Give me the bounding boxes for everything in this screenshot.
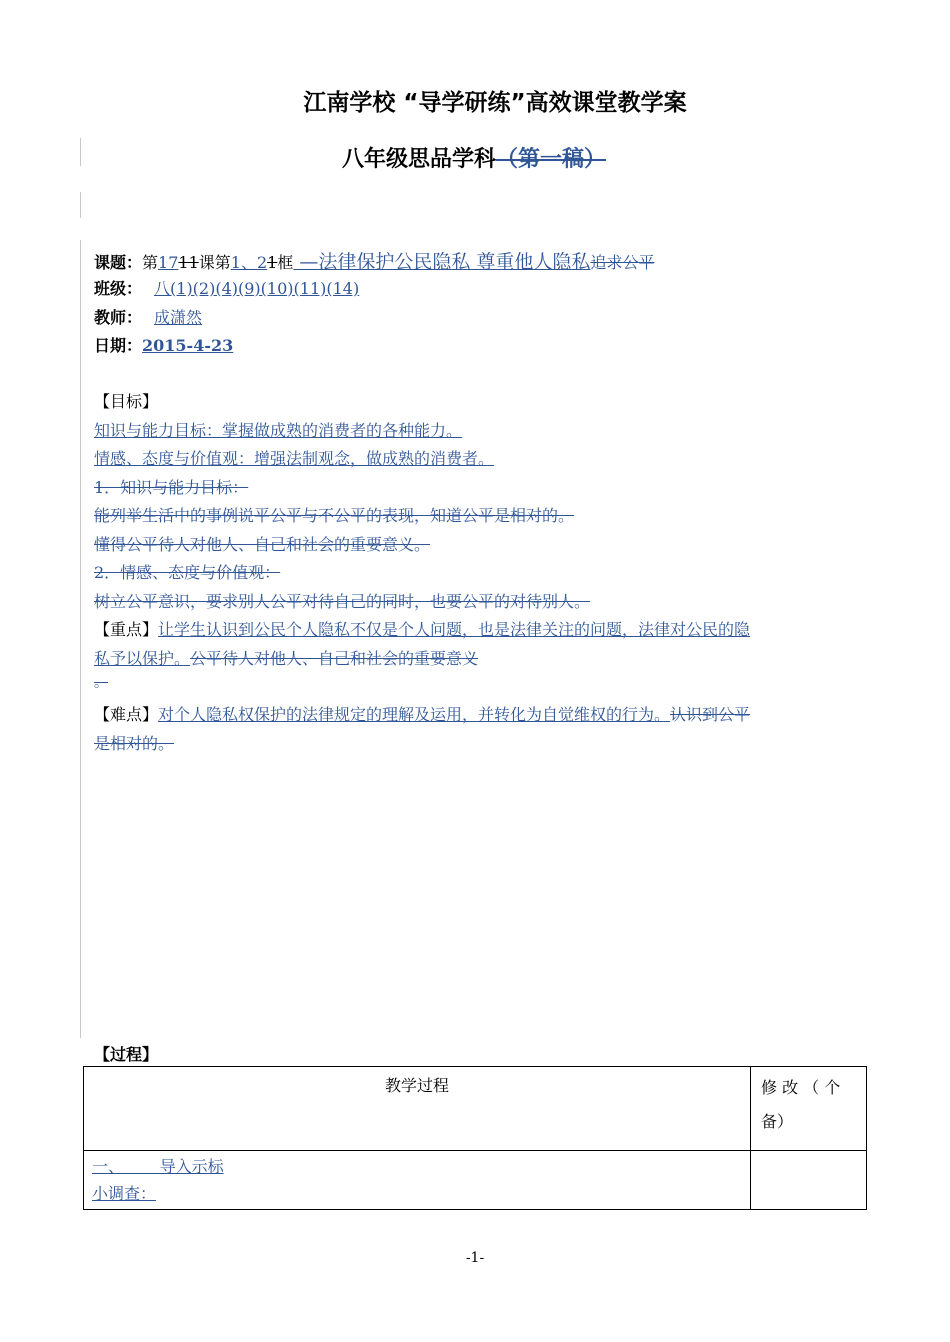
difficulty-line-1 (94, 702, 750, 725)
topic-name-del: 追求公平 (590, 253, 655, 272)
goal-deleted-2: 能列举生活中的事例说平公平与不公平的表现，知道公平是相对的。 (94, 506, 575, 525)
key-point-text-b: 私予以保护。 (94, 649, 191, 668)
key-point-deleted-b: 公平待人对他人、自己和社会的重要意义 (190, 649, 479, 668)
margin-line-body (80, 240, 81, 1038)
topic-label: 课题： (94, 253, 143, 272)
date-label: 日期： (94, 336, 143, 355)
page-number: -1- (465, 1250, 485, 1266)
key-point-line-1 (94, 617, 750, 640)
date-line (94, 333, 233, 356)
key-point-label: 【重点】 (94, 620, 159, 639)
revision-header-b: 备） (761, 1112, 794, 1131)
goal-deleted-1: 1．知识与能力目标： (94, 478, 249, 497)
process-step-1-title: 一、 导入示标 (92, 1157, 224, 1176)
goal-deleted-3: 懂得公平待人对他人、自己和社会的重要意义。 (94, 535, 431, 554)
topic-lesson-ins: 17 (158, 253, 179, 272)
topic-name-ins: —法律保护公民隐私 尊重他人隐私 (293, 251, 591, 273)
difficulty-deleted-b: 是相对的。 (94, 734, 175, 753)
topic-lesson-del: 11 (178, 253, 199, 272)
topic-kuang: 框 (277, 253, 294, 272)
goal-line-1: 知识与能力目标：掌握做成熟的消费者的各种能力。 (94, 421, 463, 440)
subtitle-deleted: （第一稿） (496, 147, 607, 172)
process-col-header: 教学过程 (84, 1067, 751, 1151)
document-subtitle (342, 142, 606, 173)
topic-frame-ins: 1、2 (230, 253, 268, 272)
process-heading: 【过程】 (94, 1045, 159, 1064)
teacher-label: 教师： (94, 308, 143, 327)
table-row (84, 1151, 867, 1210)
goals-heading: 【目标】 (94, 392, 159, 411)
topic-di: 第 (142, 253, 159, 272)
goal-line-2: 情感、态度与价值观：增强法制观念，做成熟的消费者。 (94, 449, 495, 468)
margin-line-mid (80, 192, 81, 218)
difficulty-deleted-a: 认识到公平 (670, 705, 751, 724)
table-header-row (84, 1067, 867, 1151)
process-table (83, 1066, 867, 1210)
document-title: 江南学校 “导学研练”高效课堂教学案 (303, 90, 687, 116)
teacher-line (94, 305, 202, 328)
key-point-line-2 (94, 646, 478, 669)
difficulty-text: 对个人隐私权保护的法律规定的理解及运用，并转化为自觉维权的行为。 (158, 705, 671, 724)
margin-line-top (80, 138, 81, 166)
key-point-text-a: 让学生认识到公民个人隐私不仅是个人问题，也是法律关注的问题，法律对公民的隐 (158, 620, 751, 639)
revision-cell (751, 1151, 867, 1210)
teacher-value: 成潇然 (154, 308, 203, 327)
goal-deleted-5: 树立公平意识，要求别人公平对待自己的同时，也要公平的对待别人。 (94, 592, 591, 611)
goal-deleted-4: 2．情感、态度与价值观： (94, 563, 281, 582)
class-label: 班级： (94, 279, 143, 298)
topic-ke: 课第 (198, 253, 231, 272)
revision-col-header (751, 1067, 867, 1151)
key-point-deleted-c: 。 (94, 675, 108, 691)
topic-frame-del: 1 (267, 253, 278, 272)
process-step-1-subtitle: 小调查： (92, 1184, 157, 1203)
class-line (94, 276, 359, 299)
process-step-cell (84, 1151, 751, 1210)
topic-line (94, 247, 654, 274)
revision-header-a: 修 改 （ 个 (761, 1078, 841, 1097)
subtitle-main: 八年级思品学科 (342, 147, 497, 172)
difficulty-label: 【难点】 (94, 705, 159, 724)
class-value: 八(1)(2)(4)(9)(10)(11)(14) (154, 279, 360, 298)
date-value: 2015-4-23 (142, 336, 234, 355)
